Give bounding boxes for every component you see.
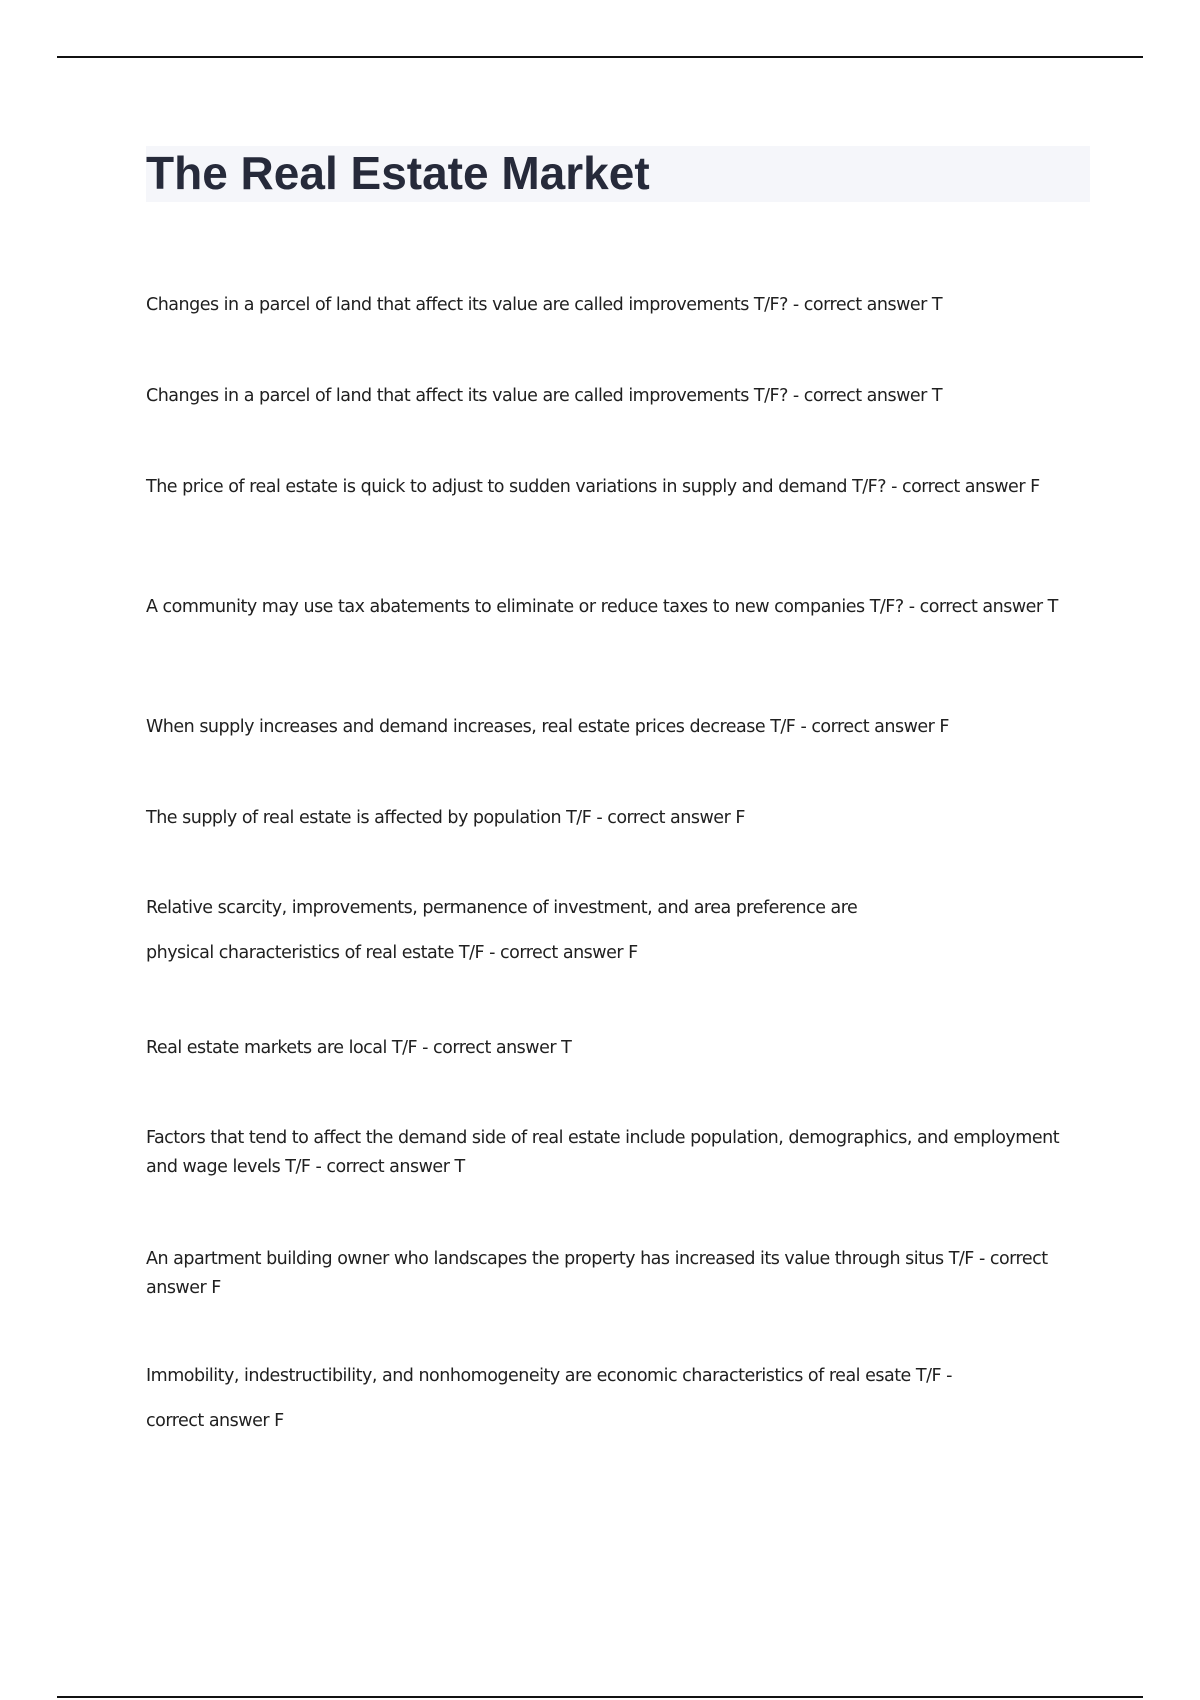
qa-item-3: The price of real estate is quick to adjust to sudden variations in supply and demand T/F? - correct answer F <box>146 477 1040 497</box>
bottom-rule <box>57 1696 1143 1698</box>
qa-item-4: A community may use tax abatements to eliminate or reduce taxes to new companies T/F? - correct answer T <box>146 597 1058 617</box>
qa-item-6: The supply of real estate is affected by population T/F - correct answer F <box>146 808 745 828</box>
qa-item-10: An apartment building owner who landscapes the property has increased its value through situs T/F - correct answer F <box>146 1249 1048 1298</box>
qa-item-11: Immobility, indestructibility, and nonhomogeneity are economic characteristics of real esate T/F - correct answer F <box>146 1366 952 1431</box>
qa-item-7: Relative scarcity, improvements, permanence of investment, and area preference are physical characteristics of real estate T/F - correct answer F <box>146 898 858 963</box>
qa-item-2: Changes in a parcel of land that affect its value are called improvements T/F? - correct answer T <box>146 386 943 406</box>
qa-item-5: When supply increases and demand increases, real estate prices decrease T/F - correct answer F <box>146 717 949 737</box>
qa-item-8: Real estate markets are local T/F - correct answer T <box>146 1038 572 1058</box>
qa-item-9: Factors that tend to affect the demand side of real estate include population, demographics, and employment and wage levels T/F - correct answer T <box>146 1128 1060 1177</box>
top-rule <box>57 56 1143 58</box>
page-title: The Real Estate Market <box>146 147 650 199</box>
qa-item-1: Changes in a parcel of land that affect its value are called improvements T/F? - correct answer T <box>146 295 943 315</box>
